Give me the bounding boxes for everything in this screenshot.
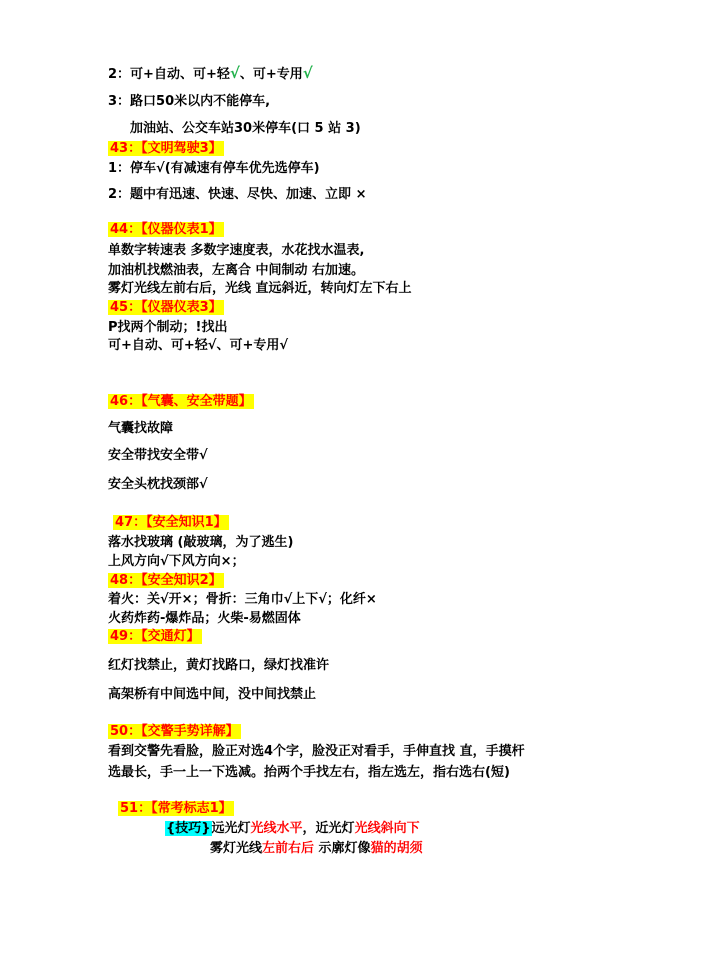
line-44-1: 单数字转速表 多数字速度表，水花找水温表, [108,243,365,258]
line-46-3: 安全头枕找颈部√ [108,477,208,492]
section-44-heading [108,221,224,239]
heading-text: 49：【交通灯】 [110,629,200,644]
line-46-2: 安全带找安全带√ [108,448,208,463]
line-49-1: 红灯找禁止，黄灯找路口，绿灯找准许 [108,658,330,673]
check-icon: √ [229,64,240,82]
line-45-1: P找两个制动；!找出 [108,320,228,335]
line-44-3: 雾灯光线左前右后，光线 直远斜近，转向灯左下右上 [108,281,412,296]
heading-text: 48：【安全知识2】 [110,573,222,588]
line-47-1: 落水找玻璃 (敲玻璃，为了逃生) [108,535,294,550]
rule-text-red: 光线斜向下 [354,821,420,836]
line-rule-3: 3：路口50米以内不能停车, [108,94,271,109]
heading-text: 44：【仪器仪表1】 [110,222,222,237]
rule-text: ，近光灯 [302,821,355,836]
section-49-heading [108,628,202,646]
line-51-1 [165,820,420,838]
line-43-2: 2：题中有迅速、快速、尽快、加速、立即 × [108,187,367,202]
rule-text: 2：可+自动、可+轻 [108,67,230,82]
section-48-heading [108,572,224,590]
line-49-2: 高架桥有中间选中间，没中间找禁止 [108,687,317,702]
heading-text: 43：【文明驾驶3】 [110,141,222,156]
line-48-1: 着火：关√开×；骨折：三角巾√上下√；化纤× [108,592,377,607]
rule-text-red: 光线水平 [250,821,303,836]
section-43-heading [108,140,224,158]
rule-text: 远光灯 [211,821,251,836]
line-50-2: 选最长，手一上一下选减。抬两个手找左右，指左选左，指右选右(短) [108,765,510,780]
rule-text: 、可+专用 [239,67,303,82]
line-50-1: 看到交警先看脸，脸正对选4个字，脸没正对看手，手伸直找 直，手摸杆 [108,744,525,759]
line-44-2: 加油机找燃油表，左离合 中间制动 右加速。 [108,263,365,278]
heading-text: 45：【仪器仪表3】 [110,300,222,315]
rule-text: 示廓灯像 [314,841,371,856]
tip-badge: {技巧} [166,821,211,836]
section-46-heading [108,393,254,411]
section-51-heading [118,800,234,818]
section-47-heading [113,514,229,532]
line-rule-3-cont: 加油站、公交车站30米停车(口 5 站 3) [130,121,361,136]
line-47-2: 上风方向√下风方向×； [108,554,245,569]
section-45-heading [108,299,224,317]
line-48-2: 火药炸药-爆炸品；火柴-易燃固体 [108,611,301,626]
rule-text-red: 左前右后 [262,841,315,856]
line-43-1: 1：停车√(有减速有停车优先选停车) [108,161,320,176]
heading-text: 51：【常考标志1】 [120,801,232,816]
rule-text: 雾灯光线 [210,841,263,856]
line-46-1: 气囊找故障 [108,421,174,436]
line-45-2: 可+自动、可+轻√、可+专用√ [108,338,289,353]
heading-text: 46：【气囊、安全带题】 [110,394,252,409]
heading-text: 50：【交警手势详解】 [110,724,239,739]
section-50-heading [108,723,241,741]
line-rule-2 [108,64,313,84]
rule-text-red: 猫的胡须 [370,841,423,856]
line-51-2 [210,840,423,858]
heading-text: 47：【安全知识1】 [115,515,227,530]
check-icon: √ [302,64,313,82]
